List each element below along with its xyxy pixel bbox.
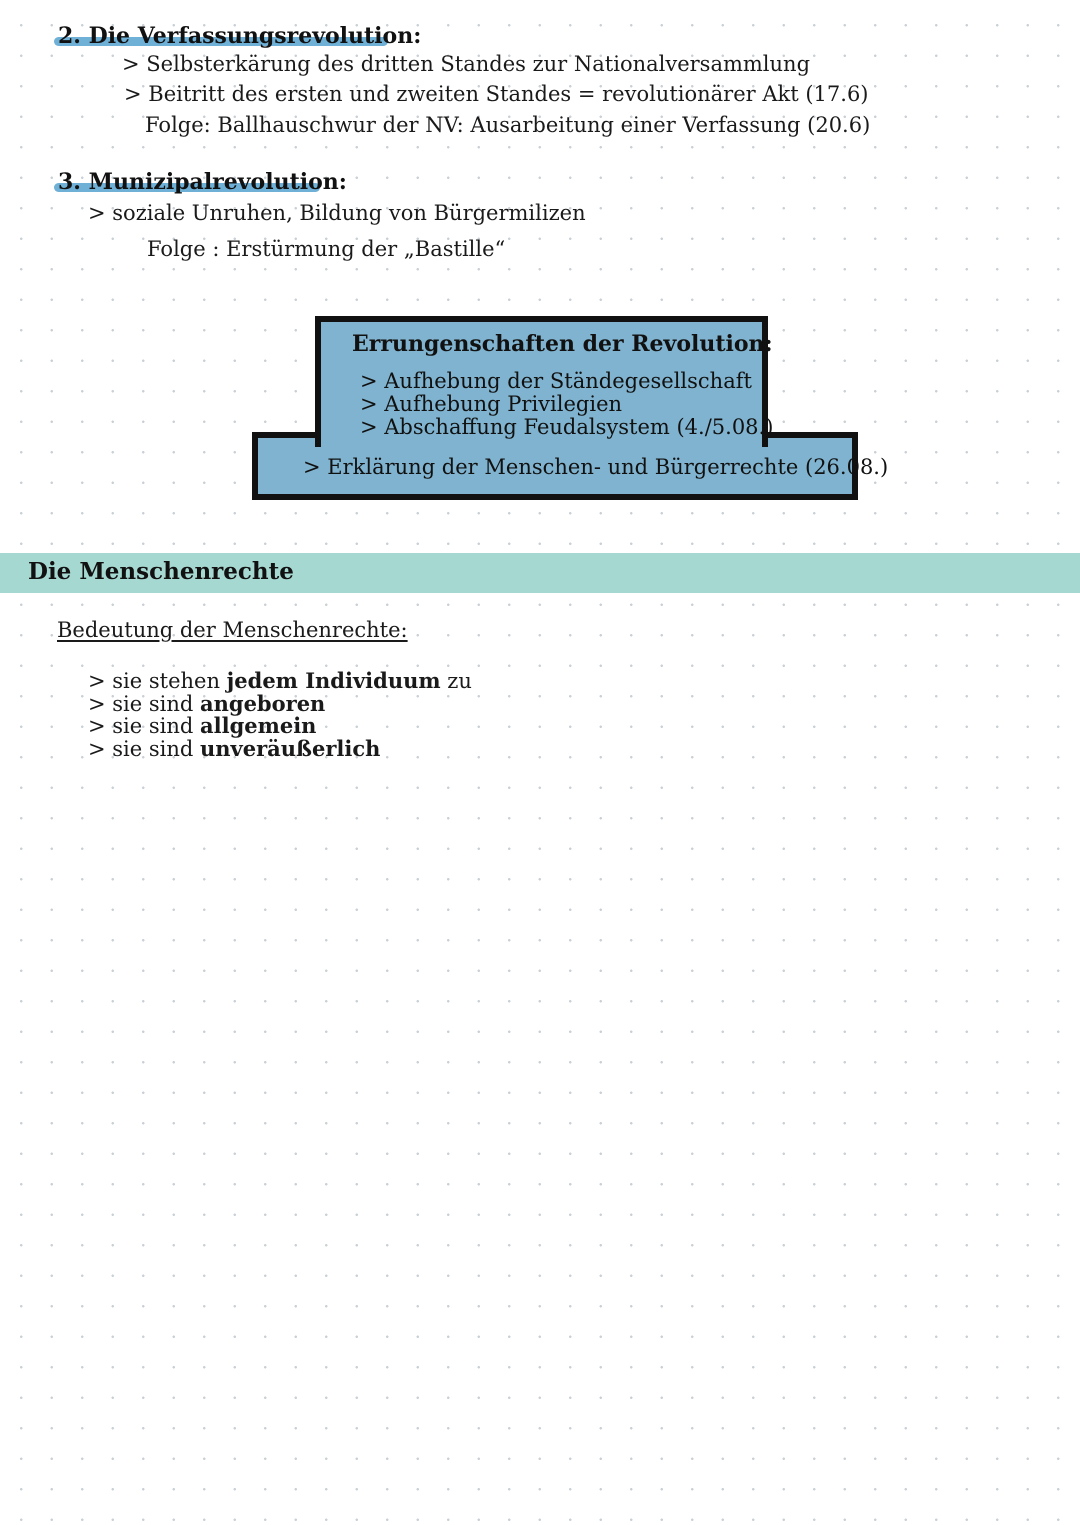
list-item: > Selbsterkärung des dritten Standes zur Nationalversammlung: [122, 52, 811, 76]
rights-item: [88, 670, 472, 692]
achievements-title: Errungenschaften der Revolution:: [352, 331, 773, 357]
rights-item-prefix: > sie stehen: [88, 669, 227, 693]
consequence-line: Folge: Ballhauschwur der NV: Ausarbeitung einer Verfassung (20.6): [145, 113, 871, 137]
section-heading-munizipalrevolution: 3. Munizipalrevolution:: [58, 169, 347, 195]
subheading-bedeutung: Bedeutung der Menschenrechte:: [57, 618, 408, 642]
rights-item-bold: unveräußerlich: [200, 736, 381, 761]
achievement-item: > Aufhebung Privilegien: [360, 392, 623, 416]
section-title-menschenrechte: Die Menschenrechte: [28, 558, 294, 585]
achievement-item: > Abschaffung Feudalsystem (4./5.08.): [360, 415, 774, 439]
rights-item: [88, 693, 325, 715]
rights-item-bold: allgemein: [200, 713, 317, 738]
rights-item-prefix: > sie sind: [88, 692, 201, 716]
section-heading-verfassungsrevolution: 2. Die Verfassungsrevolution:: [58, 23, 422, 49]
rights-item-bold: angeboren: [200, 691, 326, 716]
rights-item: [88, 715, 316, 737]
rights-item-suffix: zu: [440, 669, 472, 693]
rights-item-prefix: > sie sind: [88, 737, 201, 761]
achievement-item: > Aufhebung der Ständegesellschaft: [360, 369, 752, 393]
list-item: > soziale Unruhen, Bildung von Bürgermilizen: [88, 201, 586, 225]
rights-item-prefix: > sie sind: [88, 714, 201, 738]
list-item: > Beitritt des ersten und zweiten Standes = revolutionärer Akt (17.6): [124, 82, 869, 106]
rights-item-bold: jedem Individuum: [226, 668, 441, 693]
consequence-line: Folge : Erstürmung der „Bastille“: [147, 237, 506, 261]
achievement-item-human-rights: > Erklärung der Menschen- und Bürgerrechte (26.08.): [303, 455, 889, 479]
rights-item: [88, 738, 380, 760]
